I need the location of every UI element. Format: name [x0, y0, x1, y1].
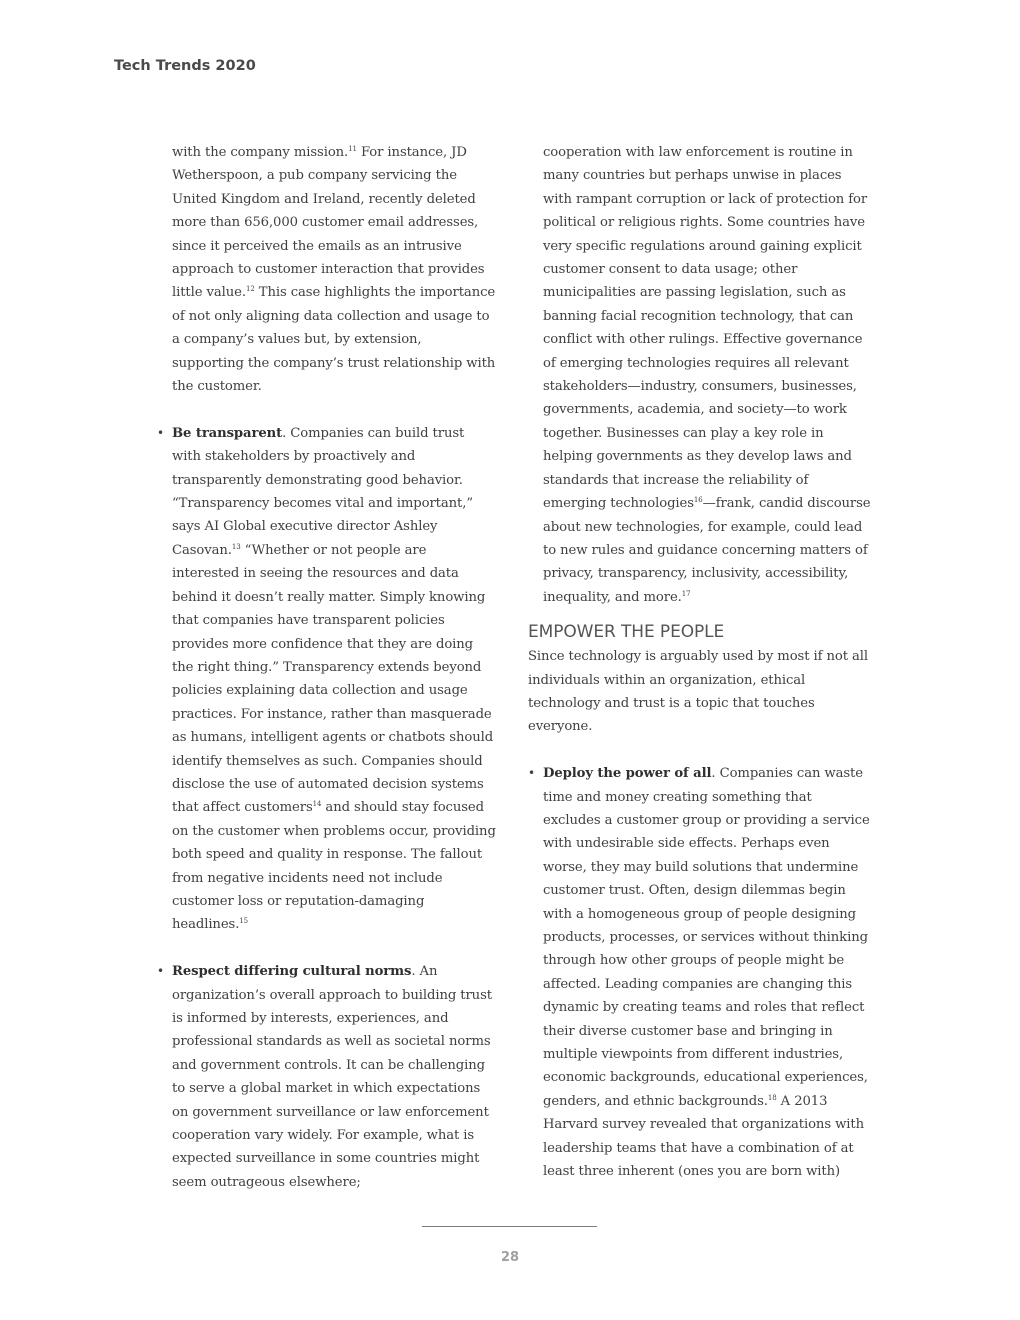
bullet-title: Respect differing cultural norms [172, 964, 412, 980]
footnote-ref: 16 [693, 496, 703, 505]
bullet-dot: • [528, 766, 535, 781]
paragraph-wetherspoon: with the company mission.$^{11}$ For instance, JD Wetherspoon, a pub company servicing the United Kingdom and Ireland, recently deleted more than 656,000 customer email addresses, since it perceived the emails as an intrusive approach to customer interaction that provides little value.$^{12}$ This case highlights the importance of not only aligning data collection and usage to a company’s values but, by extension, supporting the company’s trust relationship with the customer. [172, 145, 496, 395]
bullet-be-transparent: • Be transparent. Companies can build trust with stakeholders by proactively and transparently demonstrating good behavior. “Transparency becomes vital and important,” says AI Global executive director Ashley Casovan.$^{13}$ “Whether or not people are interested in seeing the resources and data behind it doesn’t really matter. Simply knowing that companies have transparent policies provides more confidence that they are doing the right thing.” Transparency extends beyond policies explaining data collection and usage practices. For instance, rather than masquerade as humans, intelligent agents or chatbots should identify themselves as such. Companies should disclose the use of automated decision systems that affect customers$^{14}$ and should stay focused on the customer when problems occur, providing both speed and quality in response. The fallout from negative incidents need not include customer loss or reputation-damaging headlines.$^{15}$ [157, 422, 497, 937]
footnote-ref: 13 [231, 542, 241, 551]
bullet-cultural-norms: • Respect differing cultural norms. An organization’s overall approach to building trust is informed by interests, experiences, and professional standards as well as societal norms and government controls. It can be challenging to serve a global market in which expectations on government surveillance or law enforcement cooperation vary widely. For example, what is expected surveillance in some countries might seem outrageous elsewhere; [157, 960, 497, 1194]
bullet-dot: • [157, 964, 164, 979]
footnote-ref: 14 [312, 800, 322, 809]
footnote-ref: 17 [681, 589, 691, 598]
right-column [528, 141, 873, 1183]
bullet-dot: • [157, 425, 164, 440]
section-heading: EMPOWER THE PEOPLE [528, 622, 725, 643]
footnote-ref: 11 [348, 145, 357, 153]
left-column [157, 141, 497, 1194]
paragraph-intro: Since technology is arguably used by most if not all individuals within an organization, ethical technology and trust is a topic that touches everyone. [528, 649, 869, 735]
bullet-title: Deploy the power of all [543, 766, 712, 782]
footer-divider [422, 1226, 597, 1227]
paragraph-law-enforcement: cooperation with law enforcement is routine in many countries but perhaps unwise in places with rampant corruption or lack of protection for political or religious rights. Some countries have very specific regulations around gaining explicit customer consent to data usage; other municipalities are passing legislation, such as banning facial recognition technology, that can conflict with other rulings. Effective governance of emerging technologies requires all relevant stakeholders—industry, consumers, businesses, governments, academia, and society—to work together. Businesses can play a key role in helping governments as they develop laws and standards that increase the reliability of emerging technologies$^{16}$—frank, candid discourse about new technologies, for example, could lead to new rules and guidance concerning matters of privacy, transparency, inclusivity, accessibility, inequality, and more.$^{17}$ [543, 145, 871, 605]
footnote-ref: 18 [767, 1093, 777, 1102]
running-title: Tech Trends 2020 [114, 58, 256, 74]
bullet-title: Be transparent [172, 425, 283, 441]
footnote-ref: 15 [239, 917, 249, 926]
bullet-deploy-power: • Deploy the power of all. Companies can waste time and money creating something that excludes a customer group or providing a service with undesirable side effects. Perhaps even worse, they may build solutions that undermine customer trust. Often, design dilemmas begin with a homogeneous group of people designing products, processes, or services without thinking through how other groups of people might be affected. Leading companies are changing this dynamic by creating teams and roles that reflect their diverse customer base and bringing in multiple viewpoints from different industries, economic backgrounds, educational experiences, genders, and ethnic backgrounds.$^{18}$ A 2013 Harvard survey revealed that organizations with leadership teams that have a combination of at least three inherent (ones you are born with) [528, 762, 873, 1183]
page-number: 28 [500, 1250, 520, 1265]
footnote-ref: 12 [245, 285, 255, 294]
